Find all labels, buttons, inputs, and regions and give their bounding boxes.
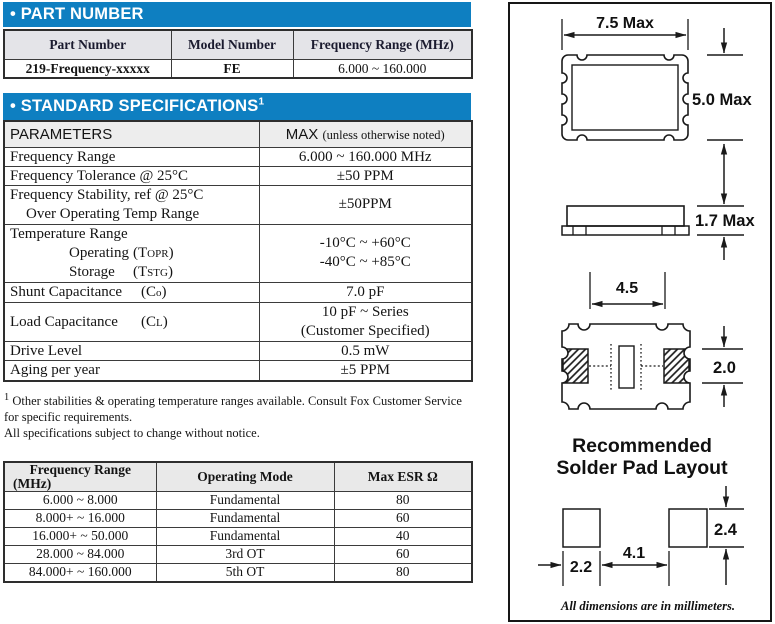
part-number-section-title: • PART NUMBER	[10, 5, 144, 23]
standard-specifications-title: • STANDARD SPECIFICATIONS	[10, 97, 259, 115]
dim-land-gap-label: 4.1	[622, 545, 646, 562]
part-table-header-row	[4, 30, 472, 60]
specifications-table	[3, 120, 473, 382]
dim-pad-span-label: 4.5	[615, 280, 639, 297]
footnote-1-text: Other stabilities & operating temperature ranges available. Consult Fox Customer Service for specific requirements.	[4, 393, 462, 424]
dim-land-height-label: 2.4	[714, 521, 737, 539]
title-footnote-marker: 1	[258, 96, 265, 108]
load-capacitance-label: Load Capacitance	[10, 313, 118, 330]
dim-body-width-label: 7.5 Max	[596, 15, 654, 32]
frequency-stability-value-cell	[259, 186, 472, 225]
part-table-data-row	[4, 60, 472, 79]
shunt-capacitance-symbol: (Co)	[141, 284, 167, 300]
footnotes	[4, 390, 471, 441]
frequency-stability-line2: Over Operating Temp Range	[26, 206, 200, 222]
package-outline-top-view	[562, 55, 688, 140]
dim-body-thickness-label: 1.7 Max	[695, 212, 755, 230]
shunt-capacitance-label: Shunt Capacitance	[10, 284, 123, 300]
dim-body-height-label: 5.0 Max	[692, 91, 752, 109]
package-drawings	[510, 4, 769, 619]
drive-level-value: 0.5 mW	[259, 342, 472, 361]
footnote-2: All specifications subject to change without notice.	[4, 425, 260, 440]
esr-value-3: 40	[334, 527, 472, 545]
esr-row-2	[4, 509, 472, 527]
esr-mode-1: Fundamental	[156, 491, 334, 509]
max-header	[259, 121, 472, 148]
load-capacitance-value-line1: 10 pF ~ Series	[321, 304, 409, 320]
esr-row-3	[4, 527, 472, 545]
solder-pad-right	[669, 509, 707, 547]
spec-row-temperature-range	[4, 225, 472, 283]
top-view-drawing	[562, 19, 743, 204]
shunt-capacitance-label-cell	[4, 283, 259, 303]
esr-value-1: 80	[334, 491, 472, 509]
esr-value-2: 60	[334, 509, 472, 527]
part-number-table	[3, 29, 473, 79]
frequency-stability-line1: Frequency Stability, ref @ 25°C	[10, 187, 204, 203]
esr-row-4	[4, 545, 472, 563]
storage-symbol: (TSTG)	[133, 264, 173, 280]
aging-value: ±5 PPM	[259, 361, 472, 381]
frequency-range-label: Frequency Range	[4, 148, 259, 167]
temperature-range-values-cell	[259, 225, 472, 283]
esr-mode-2: Fundamental	[156, 509, 334, 527]
solder-pad-caption-line1: Recommended	[572, 435, 712, 457]
package-drawing-panel	[508, 2, 772, 622]
operating-label: Operating	[69, 245, 129, 261]
esr-value-4: 60	[334, 545, 472, 563]
temperature-range-label-cell	[4, 225, 259, 283]
standard-specifications-section-bar	[3, 93, 471, 120]
part-number-value: 219-Frequency-xxxxx	[4, 60, 171, 79]
spec-row-frequency-stability	[4, 186, 472, 225]
package-lid-outline	[572, 65, 678, 130]
esr-range-2: 8.000+ ~ 16.000	[4, 509, 156, 527]
storage-temp-line	[10, 263, 259, 282]
spec-row-shunt-capacitance	[4, 283, 472, 303]
package-body-side-view	[567, 206, 684, 226]
esr-range-5: 84.000+ ~ 160.000	[4, 563, 156, 582]
esr-row-5	[4, 563, 472, 582]
frequency-stability-label	[4, 186, 259, 225]
operating-temp-value: -10°C ~ +60°C	[319, 235, 411, 251]
esr-header-row	[4, 462, 472, 492]
esr-max-esr-header: Max ESR Ω	[334, 462, 472, 492]
part-number-section-bar	[3, 2, 471, 27]
frequency-tolerance-label: Frequency Tolerance @ 25°C	[4, 167, 259, 186]
esr-value-5: 80	[334, 563, 472, 582]
spec-row-frequency-tolerance	[4, 167, 472, 186]
temperature-range-title: Temperature Range	[10, 226, 128, 242]
max-label: MAX	[285, 126, 319, 143]
esr-range-4: 28.000 ~ 84.000	[4, 545, 156, 563]
operating-temp-line	[10, 244, 259, 263]
footnote-1-marker: 1	[4, 391, 10, 403]
drive-level-label: Drive Level	[4, 342, 259, 361]
storage-temp-value: -40°C ~ +85°C	[319, 254, 411, 270]
esr-range-1: 6.000 ~ 8.000	[4, 491, 156, 509]
esr-frequency-range-header	[4, 462, 156, 492]
solder-pad-left	[563, 509, 600, 547]
frequency-tolerance-value: ±50 PPM	[259, 167, 472, 186]
spec-row-load-capacitance	[4, 303, 472, 342]
shunt-capacitance-value: 7.0 pF	[259, 283, 472, 303]
esr-frequency-range-header-line2: (MHz)	[13, 475, 52, 491]
max-note: (unless otherwise noted)	[322, 128, 445, 142]
dimensions-note: All dimensions are in millimeters.	[561, 599, 735, 613]
esr-frequency-range-header-line1: Frequency Range	[29, 461, 131, 477]
esr-row-1	[4, 491, 472, 509]
esr-table	[3, 461, 473, 583]
esr-mode-5: 5th OT	[156, 563, 334, 582]
load-capacitance-label-cell	[4, 303, 259, 342]
spec-row-aging	[4, 361, 472, 381]
esr-mode-4: 3rd OT	[156, 545, 334, 563]
spec-row-frequency-range	[4, 148, 472, 167]
solder-pad-caption-line2: Solder Pad Layout	[556, 457, 728, 479]
part-number-column-header: Part Number	[4, 30, 171, 60]
esr-range-3: 16.000+ ~ 50.000	[4, 527, 156, 545]
esr-operating-mode-header: Operating Mode	[156, 462, 334, 492]
model-number-value: FE	[171, 60, 293, 79]
dim-land-width-label: 2.2	[569, 559, 593, 576]
frequency-stability-value: ±50PPM	[338, 196, 392, 212]
frequency-range-column-header: Frequency Range (MHz)	[293, 30, 472, 60]
frequency-range-value: 6.000 ~ 160.000	[293, 60, 472, 79]
operating-symbol: (TOPR)	[133, 245, 174, 261]
package-base-side-view	[562, 226, 689, 235]
storage-label: Storage	[69, 264, 115, 280]
spec-row-drive-level	[4, 342, 472, 361]
crystal-blank-outline	[619, 346, 634, 388]
load-capacitance-symbol: (CL)	[141, 313, 168, 330]
footnote-1	[4, 390, 471, 425]
dim-pad-height-label: 2.0	[713, 359, 736, 377]
model-number-column-header: Model Number	[171, 30, 293, 60]
esr-mode-3: Fundamental	[156, 527, 334, 545]
left-column	[3, 2, 471, 583]
load-capacitance-value-cell	[259, 303, 472, 342]
parameters-header: PARAMETERS	[4, 121, 259, 148]
spec-header-row	[4, 121, 472, 148]
aging-label: Aging per year	[4, 361, 259, 381]
frequency-range-spec-value: 6.000 ~ 160.000 MHz	[259, 148, 472, 167]
load-capacitance-value-line2: (Customer Specified)	[300, 323, 430, 339]
